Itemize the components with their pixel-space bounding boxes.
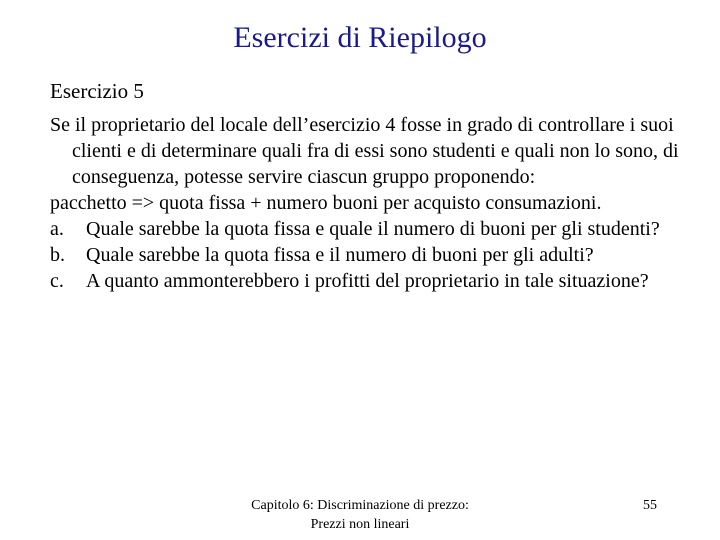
question-item-a <box>50 216 690 242</box>
question-marker: a. <box>50 218 64 240</box>
package-line: pacchetto => quota fissa + numero buoni per acquisto consumazioni. <box>50 192 602 214</box>
intro-paragraph: Se il proprietario del locale dell’esercizio 4 fosse in grado di controllare i suoi clienti e di determinare quali fra di essi sono studenti e quali non lo sono, di conseguenza, potesse servire ciascun gruppo proponendo: <box>50 114 679 188</box>
question-item-b <box>50 242 690 268</box>
slide-title: Esercizi di Riepilogo <box>233 21 487 54</box>
exercise-heading: Esercizio 5 <box>50 79 144 103</box>
footer-caption: Capitolo 6: Discriminazione di prezzo: Prezzi non lineari <box>251 498 469 532</box>
question-item-c <box>50 268 690 294</box>
slide-content <box>50 76 690 294</box>
question-text: Quale sarebbe la quota fissa e il numero di buoni per gli adulti? <box>86 244 594 266</box>
question-text: A quanto ammonterebbero i profitti del proprietario in tale situazione? <box>86 270 649 292</box>
question-text: Quale sarebbe la quota fissa e quale il numero di buoni per gli studenti? <box>86 218 660 240</box>
page-number: 55 <box>643 498 657 513</box>
question-marker: b. <box>50 244 65 266</box>
question-marker: c. <box>50 270 64 292</box>
